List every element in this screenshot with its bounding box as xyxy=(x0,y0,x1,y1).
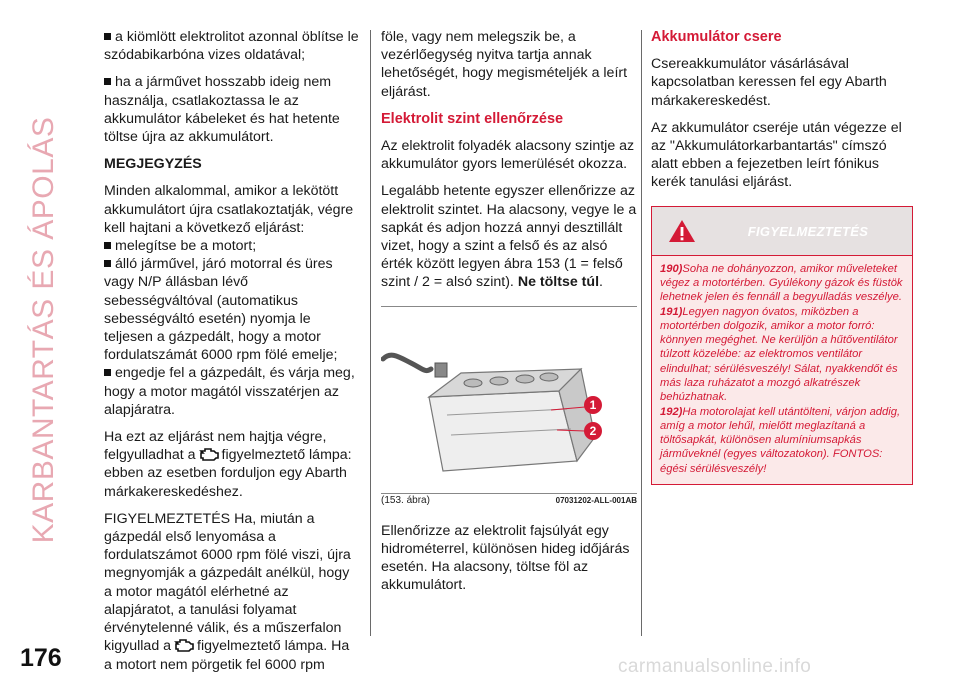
battery-figure xyxy=(381,306,637,494)
page-number: 176 xyxy=(20,644,62,672)
warning-box xyxy=(651,206,913,485)
column-1 xyxy=(104,28,360,683)
marker-1-label: 1 xyxy=(589,397,597,412)
paragraph: Az elektrolit folyadék alacsony szintje az akkumulátor gyors lemerülését okozza. xyxy=(381,138,635,173)
paragraph: föle, vagy nem melegszik be, a vezérlőegység nyitva tartja annak lehetőségét, hogy megismételjék a leírt eljárást. xyxy=(381,29,628,100)
paragraph: Csereakkumulátor vásárlásával kapcsolatban keressen fel egy Abarth márkakereskedést. xyxy=(651,56,887,109)
paragraph: Minden alkalommal, amikor a lekötött akkumulátort újra csatlakoztatják, végre kell hajtani a következő eljárást: xyxy=(104,183,354,236)
square-bullet-icon xyxy=(104,33,111,40)
paragraph: Ha ezt az eljárást nem hajtja végre, felgyulladhat a figyelmeztető lámpa: ebben az esetben forduljon egy Abarth márkakereskedéshez. xyxy=(104,429,352,500)
warning-triangle-icon xyxy=(668,219,696,243)
list-item: melegítse be a motort; xyxy=(104,237,360,255)
warning-header xyxy=(652,207,912,256)
engine-warning-lamp-icon xyxy=(173,637,195,653)
paragraph: Legalább hetente egyszer ellenőrizze az elektrolit szintet. Ha alacsony, vegye le a sapkát és adjon hozzá annyi desztillált vizet, hogy a szint a felső és az alsó érték között legyen ábra 153 (1 = felső szint / 2 = alsó szint). Ne töltse túl. xyxy=(381,183,637,291)
list-item: a kiömlött elektrolitot azonnal öblítse le szódabikarbóna vizes oldatával; xyxy=(104,29,359,64)
figure-caption: (153. ábra) xyxy=(381,494,430,506)
list-item: álló járművel, járó motorral és üres vagy N/P állásban lévő sebességváltóval (automatikus sebességváltó esetén) nyomja le teljesen a gázpedált, hogy a motor fordulatszámát 6000 rpm fölé emelje; xyxy=(104,256,338,364)
marker-2-label: 2 xyxy=(589,423,597,438)
square-bullet-icon xyxy=(104,260,111,267)
column-divider xyxy=(370,30,371,636)
figure-caption-row xyxy=(381,494,637,508)
column-2 xyxy=(381,28,637,603)
watermark: carmanualsonline.info xyxy=(618,656,812,677)
list-item: engedje fel a gázpedált, és várja meg, hogy a motor magától visszatérjen az alapjáratra. xyxy=(104,365,355,418)
battery-illustration xyxy=(381,311,637,487)
side-section-title: KARBANTARTÁS ÉS ÁPOLÁS xyxy=(27,116,60,544)
column-3 xyxy=(651,28,913,485)
section-heading: Akkumulátor csere xyxy=(651,29,782,45)
section-heading: Elektrolit szint ellenőrzése xyxy=(381,110,564,127)
engine-warning-lamp-icon xyxy=(198,446,220,462)
square-bullet-icon xyxy=(104,369,111,376)
note-heading: MEGJEGYZÉS xyxy=(104,156,202,173)
warning-body xyxy=(652,256,912,484)
paragraph: Ellenőrizze az elektrolit fajsúlyát egy hidrométerrel, különösen hideg időjárás esetén. Ha alacsony, töltse föl az akkumulátort. xyxy=(381,522,630,594)
warning-item: 190)Soha ne dohányozzon, amikor műveleteket végez a motortérben. Gyúlékony gázok és füstök lehetnek jelen és fennáll a begyulladás veszélye. xyxy=(660,262,903,304)
paragraph: Az akkumulátor cseréje után végezze el az "Akkumulátorkarbantartás" címszó alatt ebben a fejezetben leírt fónikus kerék tanulási eljárást. xyxy=(651,119,902,191)
square-bullet-icon xyxy=(104,242,111,249)
square-bullet-icon xyxy=(104,78,111,85)
warning-item: 191)Legyen nagyon óvatos, miközben a motortérben dolgozik, amikor a motor forró: könnyen megéghet. Ne kerüljön a hűtőventilátor túlzott közelébe: az elektromos ventilátor elindulhat; sérülésveszély! Sálat, nyakkendőt és más laza ruházatot a mozgó alkatrészek behúzhatnak. xyxy=(660,305,898,404)
figure-code: 07031202-ALL-001AB xyxy=(555,495,637,505)
warning-title: FIGYELMEZTETÉS xyxy=(747,223,869,239)
warning-item: 192)Ha motorolajat kell utántölteni, várjon addig, amíg a motor lehűl, mielőtt meglazítaná a töltősapkát, különösen alumíniumsapkás járműveknél (egyes változatokon). FONTOS: égési sérülésveszély! xyxy=(660,405,901,475)
column-divider xyxy=(641,30,642,636)
paragraph: FIGYELMEZTETÉS Ha, miután a gázpedál első lenyomása a fordulatszámot 6000 rpm fölé viszi, újra megnyomják a gázpedált anélkül, hogy a motor magától elérhetné az alapjáratot, a tanulási folyamat érvénytelenné válik, és a műszerfalon kigyullad a figyelmeztető lámpa. Ha a motort nem pörgetik fel 6000 rpm xyxy=(104,510,351,673)
list-item: ha a járművet hosszabb ideig nem használja, csatlakoztassa le az akkumulátor kábeleket és hat hetente töltse újra az akkumulátort. xyxy=(104,74,340,146)
